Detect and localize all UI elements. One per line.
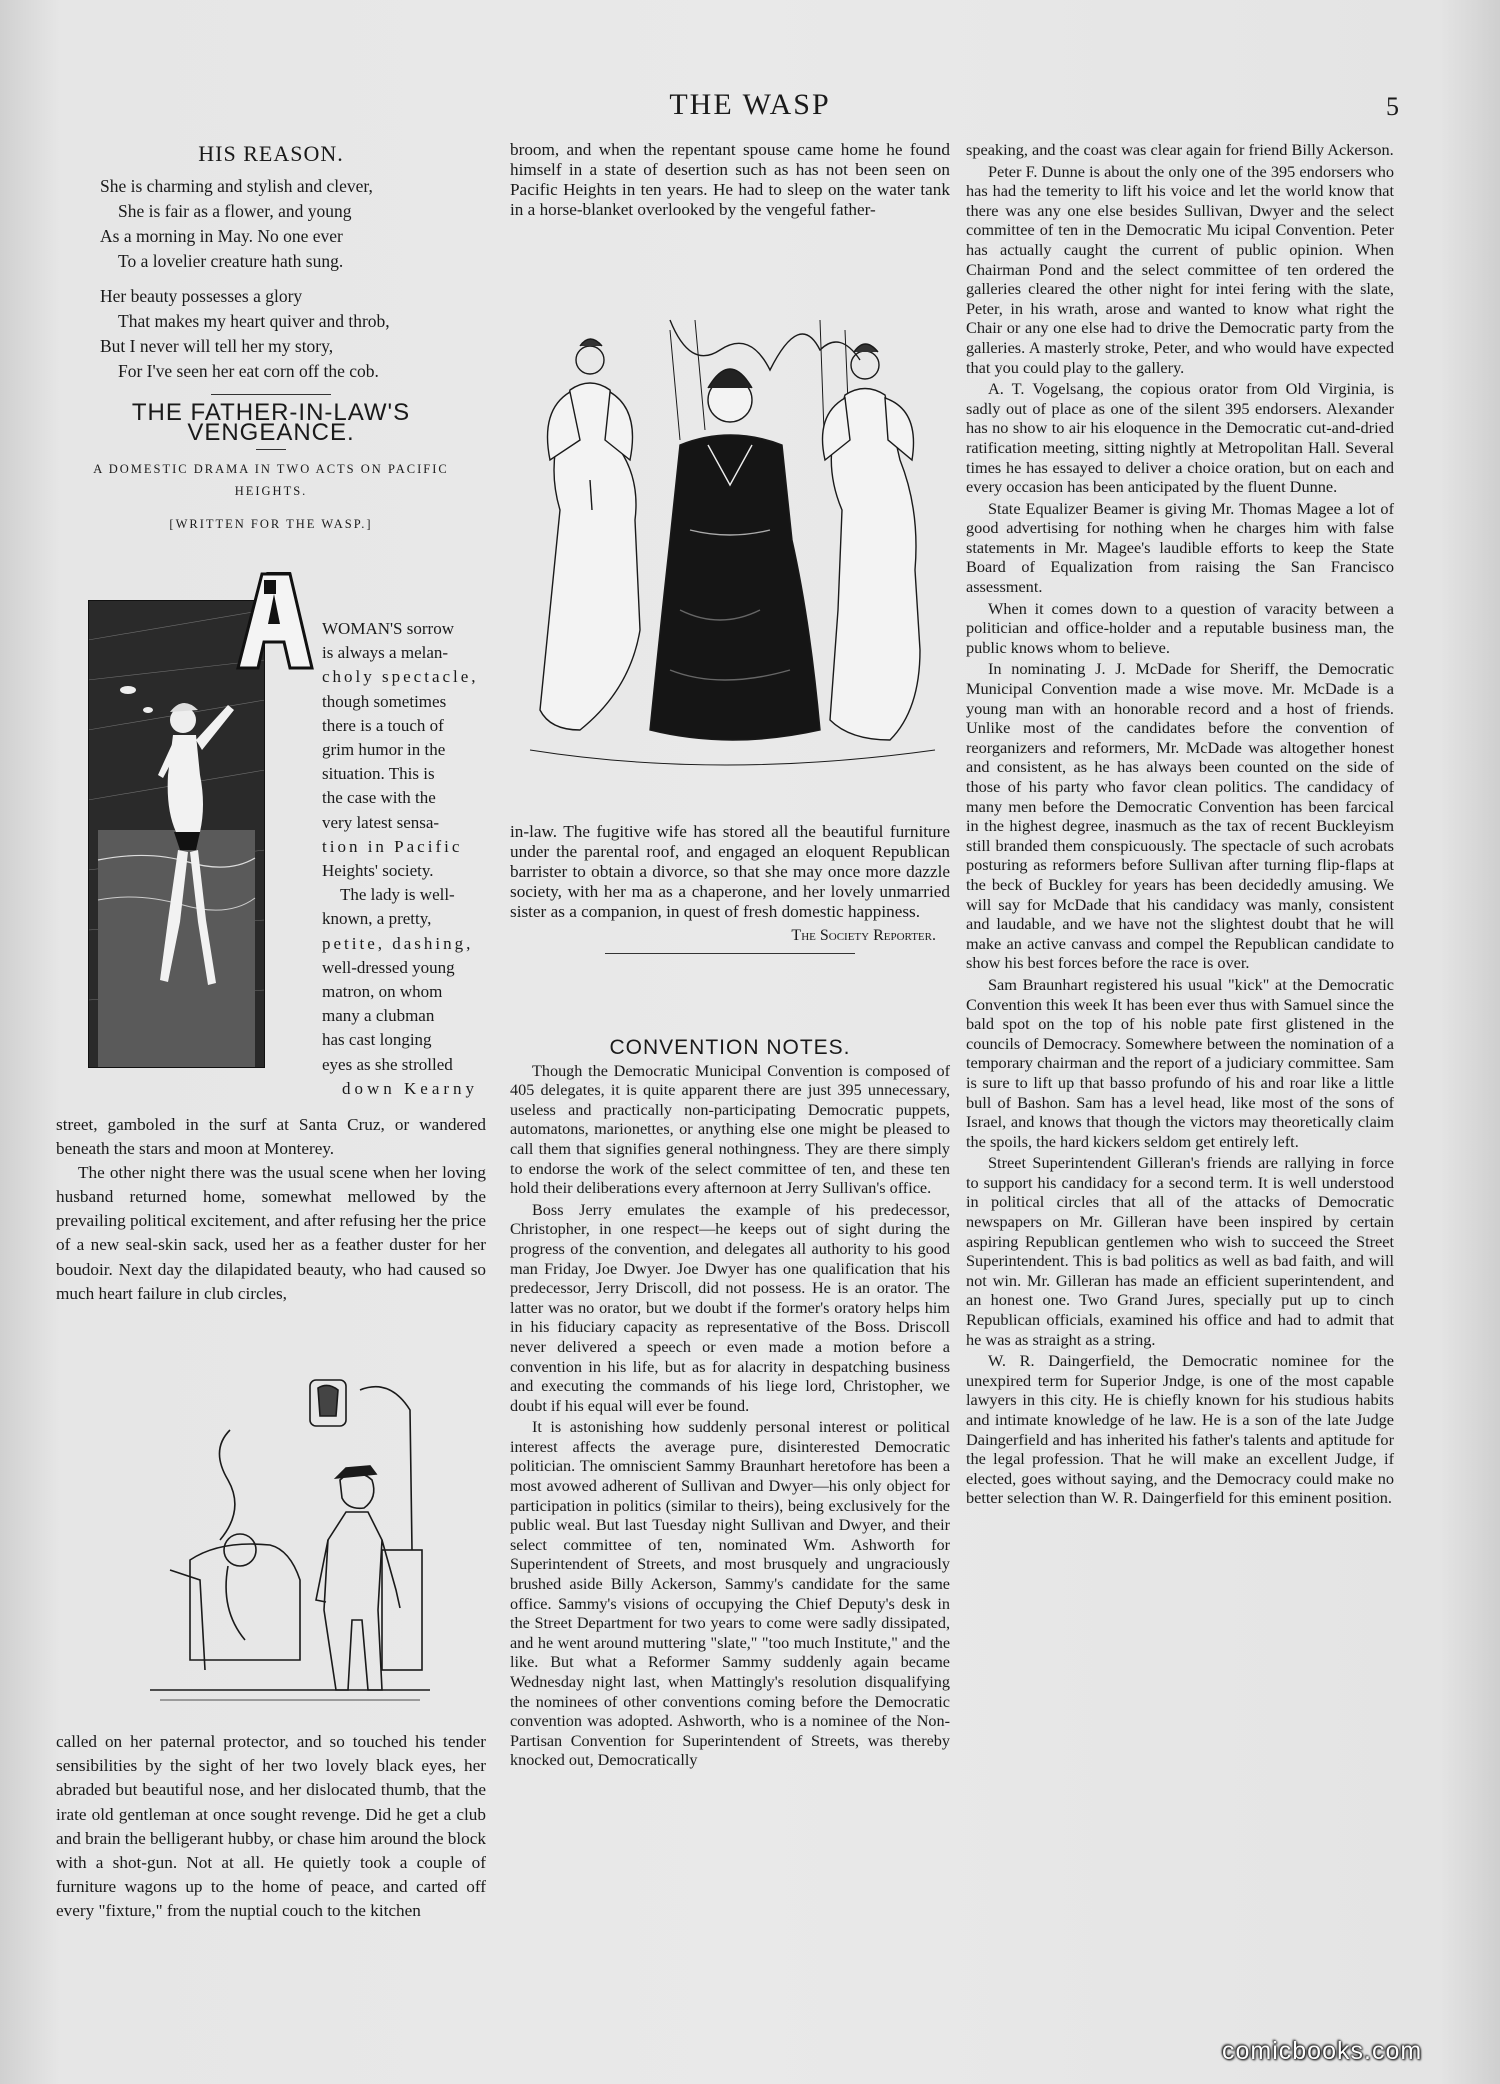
dropcap-letter: [232, 572, 314, 670]
column-2-top: [510, 140, 950, 222]
signature: The Society Reporter.: [791, 927, 936, 945]
paragraph: in-law. The fugitive wife has stored all the beautiful furniture under the parental roof, and engaged an eloquent Republican barrister to obtain a divorce, so that she may once more dazzle society, with her ma as a chaperone, and her lovely unmarried sister as a companion, in quest of fresh domestic happiness.: [510, 822, 950, 922]
paragraph: Boss Jerry emulates the example of his predecessor, Christopher, in one respect—he keeps out of sight during the progress of the convention, and delegates all authority to his good man Friday, Joe Dwyer. Joe Dwyer has one qualification that his predecessor, Jerry Driscoll, did not possess. He is an orator. The latter was no orator, but we doubt if the former's oratory helps him in his fiduciary capacity as representative of the Boss. Driscoll never delivered a speech or even made a motion before a convention in his life, but as for alacrity in despatching business and executing the commands of his liege lord, Christopher, we doubt if his equal will ever be found.: [510, 1200, 950, 1415]
paragraph: Though the Democratic Municipal Convention is composed of 405 delegates, it is quite apparent there are just 395 unnecessary, useless and practically non-participating Democratic puppets, automatons, marionettes, or anything else one might be pleased to call them that signifies general nothingness. They are there simply to endorse the work of the select committee of ten, and these ten hold their deliberations every afternoon at Jerry Sullivan's office.: [510, 1061, 950, 1198]
page-number: 5: [1386, 92, 1399, 121]
three-women-illustration: [520, 310, 945, 788]
text-line: matron, on whom: [322, 982, 443, 1002]
text-line: The lady is well-: [340, 885, 455, 905]
paragraph: When it comes down to a question of varacity between a politician and office-holder and a reputable business man, the public knows whom to believe.: [966, 598, 1394, 657]
poem-title: HIS REASON.: [198, 141, 344, 166]
paragraph: speaking, and the coast was clear again for friend Billy Ackerson.: [966, 140, 1394, 159]
drama-ending: [510, 822, 950, 962]
poem-line: For I've seen her eat corn off the cob.: [118, 361, 379, 382]
drama-subtitle: A DOMESTIC DRAMA IN TWO ACTS ON PACIFIC HEIGHTS.: [93, 462, 449, 499]
poem-stanza-1: [100, 174, 486, 274]
text-line: well-dressed young: [322, 957, 455, 977]
poem-line: But I never will tell her my story,: [100, 336, 334, 357]
poem-line: To a lovelier creature hath sung.: [118, 251, 344, 272]
father-in-law-illustration: [150, 1370, 430, 1710]
text-line: situation. This is: [322, 764, 435, 784]
text-line: very latest sensa-: [322, 812, 440, 832]
drama-credit: [WRITTEN FOR THE WASP.]: [169, 517, 373, 532]
text-line: has cast longing: [322, 1030, 432, 1050]
paragraph: Sam Braunhart registered his usual "kick" at the Democratic Convention this week It has been ever thus with Samuel since the bald spot on the top of his noble pate first glistened in the councils of Democracy. Somewhere between the nomination of a temporary chairman and the report of a judiciary committee. Sam is sure to lift up that basso profundo of his and roar like a little bull of Bashon. Sam has a level head, like most of the sons of Israel, and knows that though the victors may theoretically claim the spoils, the hard kickers seldom get entirely left.: [966, 974, 1394, 1151]
poem-line: As a morning in May. No one ever: [100, 226, 343, 247]
convention-title: CONVENTION NOTES.: [609, 1036, 851, 1059]
text-line: down Kearny: [342, 1078, 479, 1098]
divider-rule: [211, 394, 331, 395]
text-line: is always a melan-: [322, 643, 449, 663]
paragraph: In nominating J. J. McDade for Sheriff, the Democratic Municipal Convention made a wise move. Mr. McDade is a young man with an honorable record and a host of friends. Unlike most of the candidates before the convention of reorganizers and reformers, Mr. McDade was altogether honest and consistent, as he has always been counted on the side of those of his party who favor clean politics. The candidacy of many men before the Democratic Convention has been farcical in the highest degree, inasmuch as the tax of recent Buckleyism still branded them conspicuously. The spectacle of such acrobats posturing as reformers before Sullivan after turning flip-flaps at the beck of Buckley for years has been decidedly amusing. We will say for McDade that his candidacy was manly, consistent and laudable, and we have not the slightest doubt that he will make an active canvass and compel the Republican candidate to show his best forces before the race is over.: [966, 659, 1394, 973]
paragraph: The other night there was the usual scene when her loving husband returned home, somewhat mellowed by the prevailing political excitement, and after refusing her the price of a new seal-skin sack, used her as a feather duster for her boudoir. Next day the dilapidated beauty, who had caused so much heart failure in club circles,: [56, 1163, 486, 1303]
text-line: there is a touch of: [322, 715, 444, 735]
paragraph: Peter F. Dunne is about the only one of the 395 endorsers who has had the temerity to lift his voice and let the world know that there was any one else besides Sullivan, Dwyer and the select committee of ten in the Democratic Mu icipal Convention. Peter has actually caught the current of public opinion. When Chairman Pond and the select committee of ten ordered the galleries cleared the other night for intei fering with the slate, Peter, in his wrath, arose and wanted to know what right the Chair or any one else had to drive the Democratic party from the galleries. A masterly stroke, Peter, and who would have expected that you could play to the gallery.: [966, 161, 1394, 377]
paragraph: broom, and when the repentant spouse came home he found himself in a state of desertion such as has not been seen on Pacific Heights in ten years. He had to sleep on the water tank in a horse-blanket overlooked by the vengeful father-: [510, 140, 950, 220]
poem-line: She is charming and stylish and clever,: [100, 176, 373, 197]
text-line: eyes as she strolled: [322, 1054, 453, 1074]
poem-stanza-2: [100, 284, 486, 384]
drama-title: THE FATHER-IN-LAW'S VENGEANCE.: [131, 399, 411, 447]
paragraph: Street Superintendent Gilleran's friends are rallying in force to support his candidacy for a second term. It is well understood in political circles that all of the attacks of Democratic newspapers on Mr. Gilleran have been inspired by certain aspiring Republican gentlemen who wish to succeed the Street Superintendent. This is bad politics as well as bad faith, and will not win. Mr. Gilleran has made an efficient superintendent, and an honest one. Two Grand Jures, specially put up to cinch Republican officials, examined his office and had to admit that he was as straight as a string.: [966, 1153, 1394, 1349]
text-line: Heights' society.: [322, 861, 434, 881]
text-line: the case with the: [322, 788, 436, 808]
text-line: tion in Pacific: [322, 836, 463, 856]
convention-notes-column-3: [966, 140, 1394, 1510]
divider-rule: [256, 449, 286, 450]
text-line: known, a pretty,: [322, 909, 432, 929]
poem-line: She is fair as a flower, and young: [118, 201, 352, 222]
poem-line: That makes my heart quiver and throb,: [118, 311, 390, 332]
watermark: comicbooks.com: [1222, 2037, 1423, 2065]
text-line: grim humor in the: [322, 740, 446, 760]
masthead: THE WASP: [669, 88, 831, 121]
text-line: though sometimes: [322, 691, 447, 711]
paragraph: A. T. Vogelsang, the copious orator from Old Virginia, is sadly out of place as one of the silent 395 endorsers. Alexander has no show to air his eloquence in the Democratic cut-and-dried ratification meeting, sitting nightly at Metropolitan Hall. Several times he has essayed to deliver a choice oration, but on each and every occasion has been anticipated by the fluent Dunne.: [966, 379, 1394, 497]
paragraph: State Equalizer Beamer is giving Mr. Thomas Magee a lot of good advertising for nothing when he charges him with false statements in Mr. Magee's laudible efforts to keep the State Board of Equalization from raising the San Francisco assessment.: [966, 498, 1394, 597]
paragraph: called on her paternal protector, and so touched his tender sensibilities by the sight of her two lovely black eyes, her abraded but beautiful nose, and her dislocated thumb, that the irate old gentleman at once sought revenge. Did he get a club and brain the belligerant hubby, or chase him around the block with a shot-gun. Not at all. He quietly took a couple of furniture wagons up to the home of peace, and carted off every "fixture," from the nuptial couch to the kitchen: [56, 1732, 486, 1921]
convention-notes-column-2: [510, 1030, 950, 1773]
drama-opening-text: [322, 617, 487, 1101]
divider-rule: [605, 953, 855, 954]
column-1: [56, 140, 486, 548]
text-line: WOMAN'S sorrow: [322, 619, 454, 638]
text-line: choly spectacle,: [322, 667, 479, 687]
drama-continued: [56, 1730, 486, 1924]
poem-line: Her beauty possesses a glory: [100, 286, 303, 307]
paragraph: It is astonishing how suddenly personal interest or political interest affects the average pure, disinterested Democratic politician. The omniscient Sammy Braunhart heretofore has been a most avowed adherent of Sullivan and Dwyer—his only object for participation in politics (similar to theirs), being exclusively for the public weal. But last Tuesday night Sullivan and Dwyer, and their select committee of ten, nominated Wm. Ashworth for Superintendent of Streets, and most brusquely and ungraciously brushed aside Billy Ackerson, Sammy's candidate for the same office. Sammy's visions of occupying the Chief Deputy's desk in the Street Department for two years to come were sadly dissipated, and he went around muttering "slate," "too much Institute," and the like. But what a Reformer Sammy suddenly again became Wednesday night last, when Mattingly's resolution disqualifying the nominees of other conventions coming before the Democratic convention was adopted. Ashworth, who is a nominee of the Non-Partisan Convention for Superintendent of Streets, was thereby knocked out, Democratically: [510, 1418, 950, 1770]
paragraph: W. R. Daingerfield, the Democratic nominee for the unexpired term for Superior Jndge, is one of the most capable lawyers in this city. He is chiefly known for his studious habits and intimate knowledge of he law. He is a son of the late Judge Daingerfield and has inherited his father's talents and aptitude for the legal profession. That he will make an excellent Judge, if elected, goes without saying, and the Democracy could make no better selection than W. R. Daingerfield for this eminent position.: [966, 1351, 1394, 1508]
drama-body: [56, 1113, 486, 1306]
text-line: many a clubman: [322, 1006, 435, 1026]
bather-illustration: [88, 600, 265, 1068]
text-line: petite, dashing,: [322, 933, 474, 953]
paragraph: street, gamboled in the surf at Santa Cruz, or wandered beneath the stars and moon at Monterey.: [56, 1115, 486, 1159]
